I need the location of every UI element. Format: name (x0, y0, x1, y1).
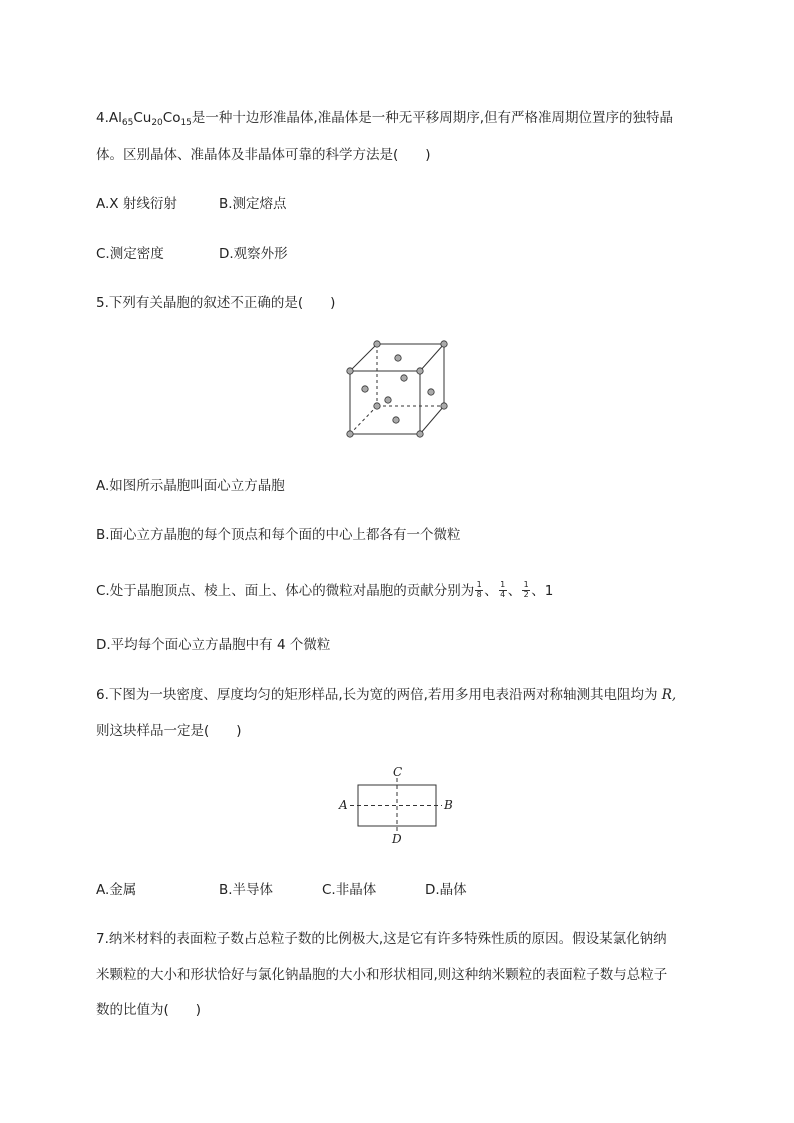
q4-stem-line2: 体。区别晶体、准晶体及非晶体可靠的科学方法是( ) (96, 147, 431, 163)
q5-option-a: A.如图所示晶胞叫面心立方晶胞 (96, 478, 285, 494)
q6-stem-line2: 则这块样品一定是( ) (96, 723, 242, 739)
label-b: B (444, 798, 453, 812)
q7-stem-line2: 米颗粒的大小和形状恰好与氯化钠晶胞的大小和形状相同,则这种纳米颗粒的表面粒子数与总粒子 (96, 967, 668, 983)
q7-stem-line3: 数的比值为( ) (96, 1002, 202, 1018)
q5-option-c: C.处于晶胞顶点、棱上、面上、体心的微粒对晶胞的贡献分别为 $\frac{1}{8}$ 、 $\frac{1}{4}$ 、 $\frac{1}{2}$ 、1 (96, 580, 554, 599)
rectangle-sample-figure (336, 762, 460, 848)
fcc-unit-cell-figure (340, 336, 454, 442)
label-d: D (392, 832, 402, 846)
q6-option-c: C.非晶体 (322, 882, 377, 898)
q4-option-a: A.X 射线衍射 (96, 196, 177, 212)
fraction-one-half: $\frac{1}{2}$ (523, 580, 529, 599)
label-a: A (339, 798, 348, 812)
q4-option-c: C.测定密度 (96, 246, 164, 262)
q7-stem-line1: 7.纳米材料的表面粒子数占总粒子数的比例极大,这是它有许多特殊性质的原因。假设某氯化钠纳 (96, 931, 667, 947)
q5-stem: 5.下列有关晶胞的叙述不正确的是( ) (96, 295, 336, 311)
q6-stem-line1: 6.下图为一块密度、厚度均匀的矩形样品,长为宽的两倍,若用多用电表沿两对称轴测其电阻均为 R, (96, 687, 677, 703)
q4-option-d: D.观察外形 (219, 246, 288, 262)
q5-option-b: B.面心立方晶胞的每个顶点和每个面的中心上都各有一个微粒 (96, 527, 461, 543)
q6-option-d: D.晶体 (425, 882, 467, 898)
q5-option-d: D.平均每个面心立方晶胞中有 4 个微粒 (96, 637, 331, 653)
fraction-one-eighth: $\frac{1}{8}$ (476, 580, 482, 599)
q4-option-b: B.测定熔点 (219, 196, 287, 212)
q6-option-b: B.半导体 (219, 882, 274, 898)
q4-stem-line1: $4.Al_{65}Cu_{20}Co_{15}$是一种十边形准晶体,准晶体是一种无平移周期序,但有严格准周期位置序的独特晶 (96, 110, 673, 128)
q6-option-a: A.金属 (96, 882, 137, 898)
fraction-one-quarter: $\frac{1}{4}$ (500, 580, 506, 599)
label-c: C (393, 765, 403, 779)
